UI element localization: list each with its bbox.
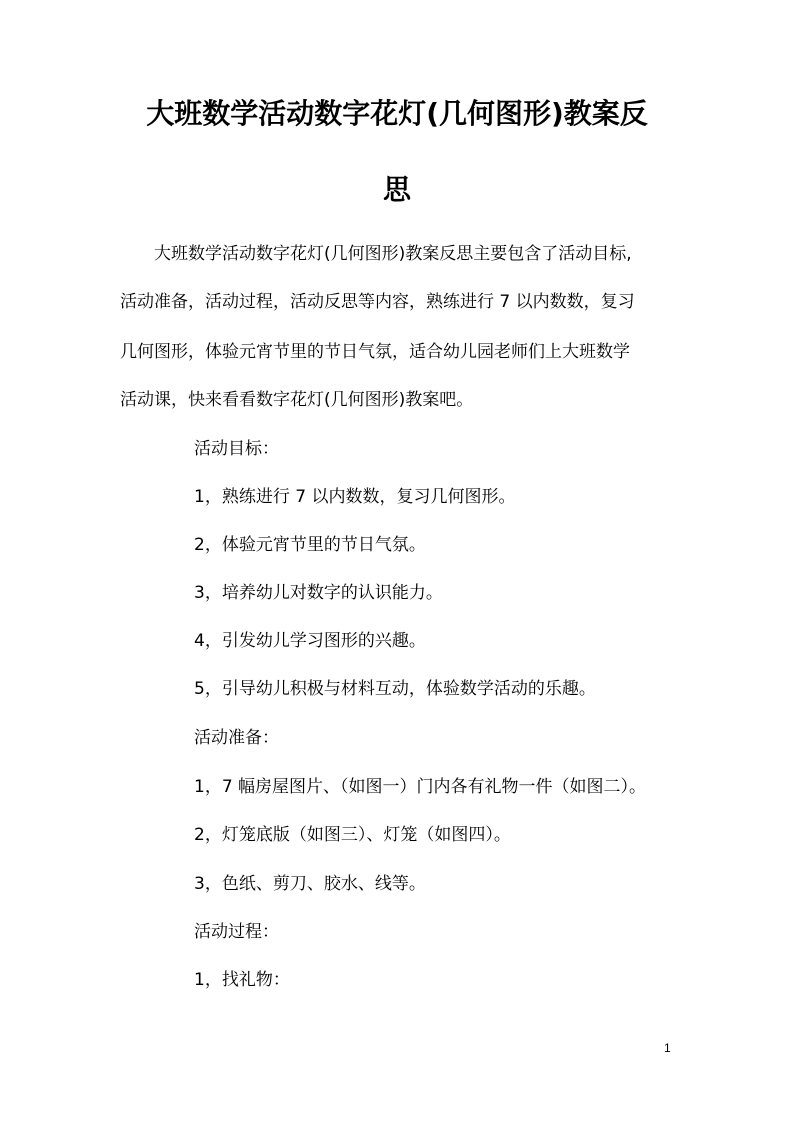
document-title-line-2: 思	[382, 173, 411, 206]
document-title-line-1: 大班数学活动数字花灯(几何图形)教案反	[146, 97, 648, 130]
goals-heading: 活动目标：	[194, 439, 279, 459]
process-heading: 活动过程：	[194, 922, 279, 942]
goal-item-4: 4，引发幼儿学习图形的兴趣。	[194, 631, 426, 651]
process-item-1: 1，找礼物：	[194, 970, 290, 990]
goal-item-2: 2，体验元宵节里的节日气氛。	[194, 535, 426, 555]
page-number: 1	[664, 1041, 671, 1055]
prep-heading: 活动准备：	[194, 728, 279, 748]
intro-line-2: 活动准备，活动过程，活动反思等内容，熟练进行 7 以内数数，复习	[120, 292, 635, 312]
intro-line-3: 几何图形，体验元宵节里的节日气氛，适合幼儿园老师们上大班数学	[120, 342, 630, 362]
prep-item-3: 3，色纸、剪刀、胶水、线等。	[194, 874, 426, 894]
prep-item-2: 2，灯笼底版（如图三）、灯笼（如图四）。	[194, 825, 511, 845]
goal-item-1: 1，熟练进行 7 以内数数，复习几何图形。	[194, 487, 516, 507]
goal-item-3: 3，培养幼儿对数字的认识能力。	[194, 583, 443, 603]
goal-item-5: 5，引导幼儿积极与材料互动，体验数学活动的乐趣。	[194, 679, 596, 699]
intro-line-4: 活动课，快来看看数字花灯(几何图形)教案吧。	[120, 390, 474, 410]
intro-line-1: 大班数学活动数字花灯(几何图形)教案反思主要包含了活动目标,	[120, 244, 632, 264]
prep-item-1: 1，7 幅房屋图片、（如图一）门内各有礼物一件（如图二）。	[194, 777, 647, 797]
